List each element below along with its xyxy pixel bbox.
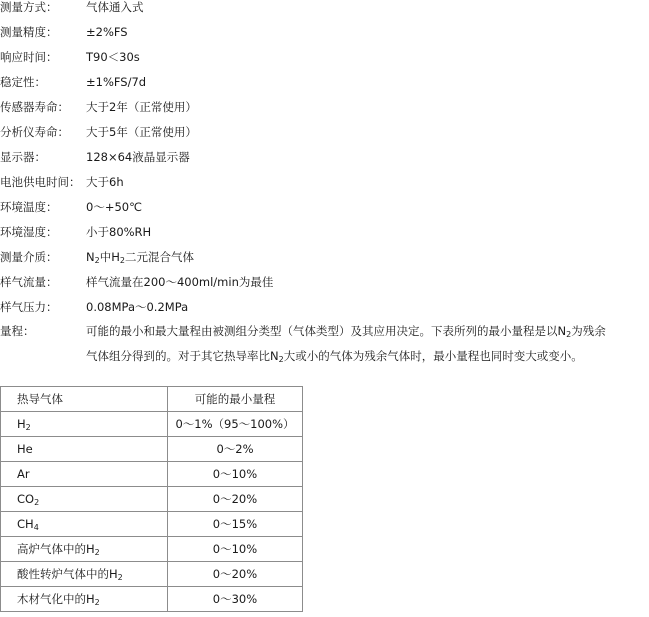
spec-label: 测量方式：: [0, 0, 58, 14]
spec-label: 分析仪寿命：: [0, 125, 69, 139]
gas-range-table: [0, 386, 303, 612]
table-row: [1, 537, 303, 562]
range-label: 量程：: [0, 324, 35, 338]
table-cell-range: 0～2%: [168, 437, 303, 462]
spec-label: 稳定性：: [0, 75, 46, 89]
table-cell-range: 0～15%: [168, 512, 303, 537]
table-cell-range: 0～1%（95～100%）: [168, 412, 303, 437]
table-row: [1, 412, 303, 437]
spec-value: 大于5年（正常使用）: [86, 125, 197, 139]
range-description-line-1: 可能的最小和最大量程由被测组分类型（气体类型）及其应用决定。下表所列的最小量程是以$N_2$为残余: [86, 324, 606, 339]
spec-value: T90＜30s: [86, 50, 140, 64]
spec-value: 大于6h: [86, 175, 124, 189]
table-cell-gas: $CH_4$: [1, 512, 168, 537]
spec-value: ±2%FS: [86, 25, 128, 39]
table-row: [1, 587, 303, 612]
table-cell-gas: $H_2$: [1, 412, 168, 437]
spec-value: $N_2$中$H_2$二元混合气体: [86, 250, 194, 265]
table-row: [1, 437, 303, 462]
table-cell-range: 0～10%: [168, 537, 303, 562]
table-row: [1, 562, 303, 587]
spec-label: 响应时间：: [0, 50, 58, 64]
spec-label: 显示器：: [0, 150, 46, 164]
spec-value: ±1%FS/7d: [86, 75, 147, 89]
table-header-range: 可能的最小量程: [168, 387, 303, 412]
spec-label: 环境湿度：: [0, 225, 58, 239]
table-cell-range: 0～20%: [168, 562, 303, 587]
spec-label: 环境温度：: [0, 200, 58, 214]
spec-label: 传感器寿命：: [0, 100, 69, 114]
table-cell-range: 0～30%: [168, 587, 303, 612]
spec-label: 电池供电时间：: [0, 175, 81, 189]
spec-value: 小于80%RH: [86, 225, 152, 239]
spec-value: 0～+50℃: [86, 200, 143, 214]
spec-label: 测量精度：: [0, 25, 58, 39]
spec-value: 气体通入式: [86, 0, 144, 14]
table-cell-gas: He: [1, 437, 168, 462]
table-cell-range: 0～20%: [168, 487, 303, 512]
spec-label: 样气流量：: [0, 275, 58, 289]
table-header-gas: 热导气体: [1, 387, 168, 412]
spec-value: 大于2年（正常使用）: [86, 100, 197, 114]
table-row: [1, 462, 303, 487]
table-cell-gas: 高炉气体中的$H_2$: [1, 537, 168, 562]
table-header-row: [1, 387, 303, 412]
table-cell-gas: $CO_2$: [1, 487, 168, 512]
spec-value: 128×64液晶显示器: [86, 150, 190, 164]
spec-value: 0.08MPa～0.2MPa: [86, 300, 189, 314]
spec-label: 样气压力：: [0, 300, 58, 314]
table-cell-gas: Ar: [1, 462, 168, 487]
table-cell-gas: 酸性转炉气体中的$H_2$: [1, 562, 168, 587]
table-cell-range: 0～10%: [168, 462, 303, 487]
table-row: [1, 512, 303, 537]
table-row: [1, 487, 303, 512]
table-cell-gas: 木材气化中的$H_2$: [1, 587, 168, 612]
spec-value: 样气流量在200～400ml/min为最佳: [86, 275, 274, 289]
range-description-line-2: 气体组分得到的。对于其它热导率比$N_2$大或小的气体为残余气体时，最小量程也同时变大或变小。: [86, 349, 583, 364]
spec-label: 测量介质：: [0, 250, 58, 264]
